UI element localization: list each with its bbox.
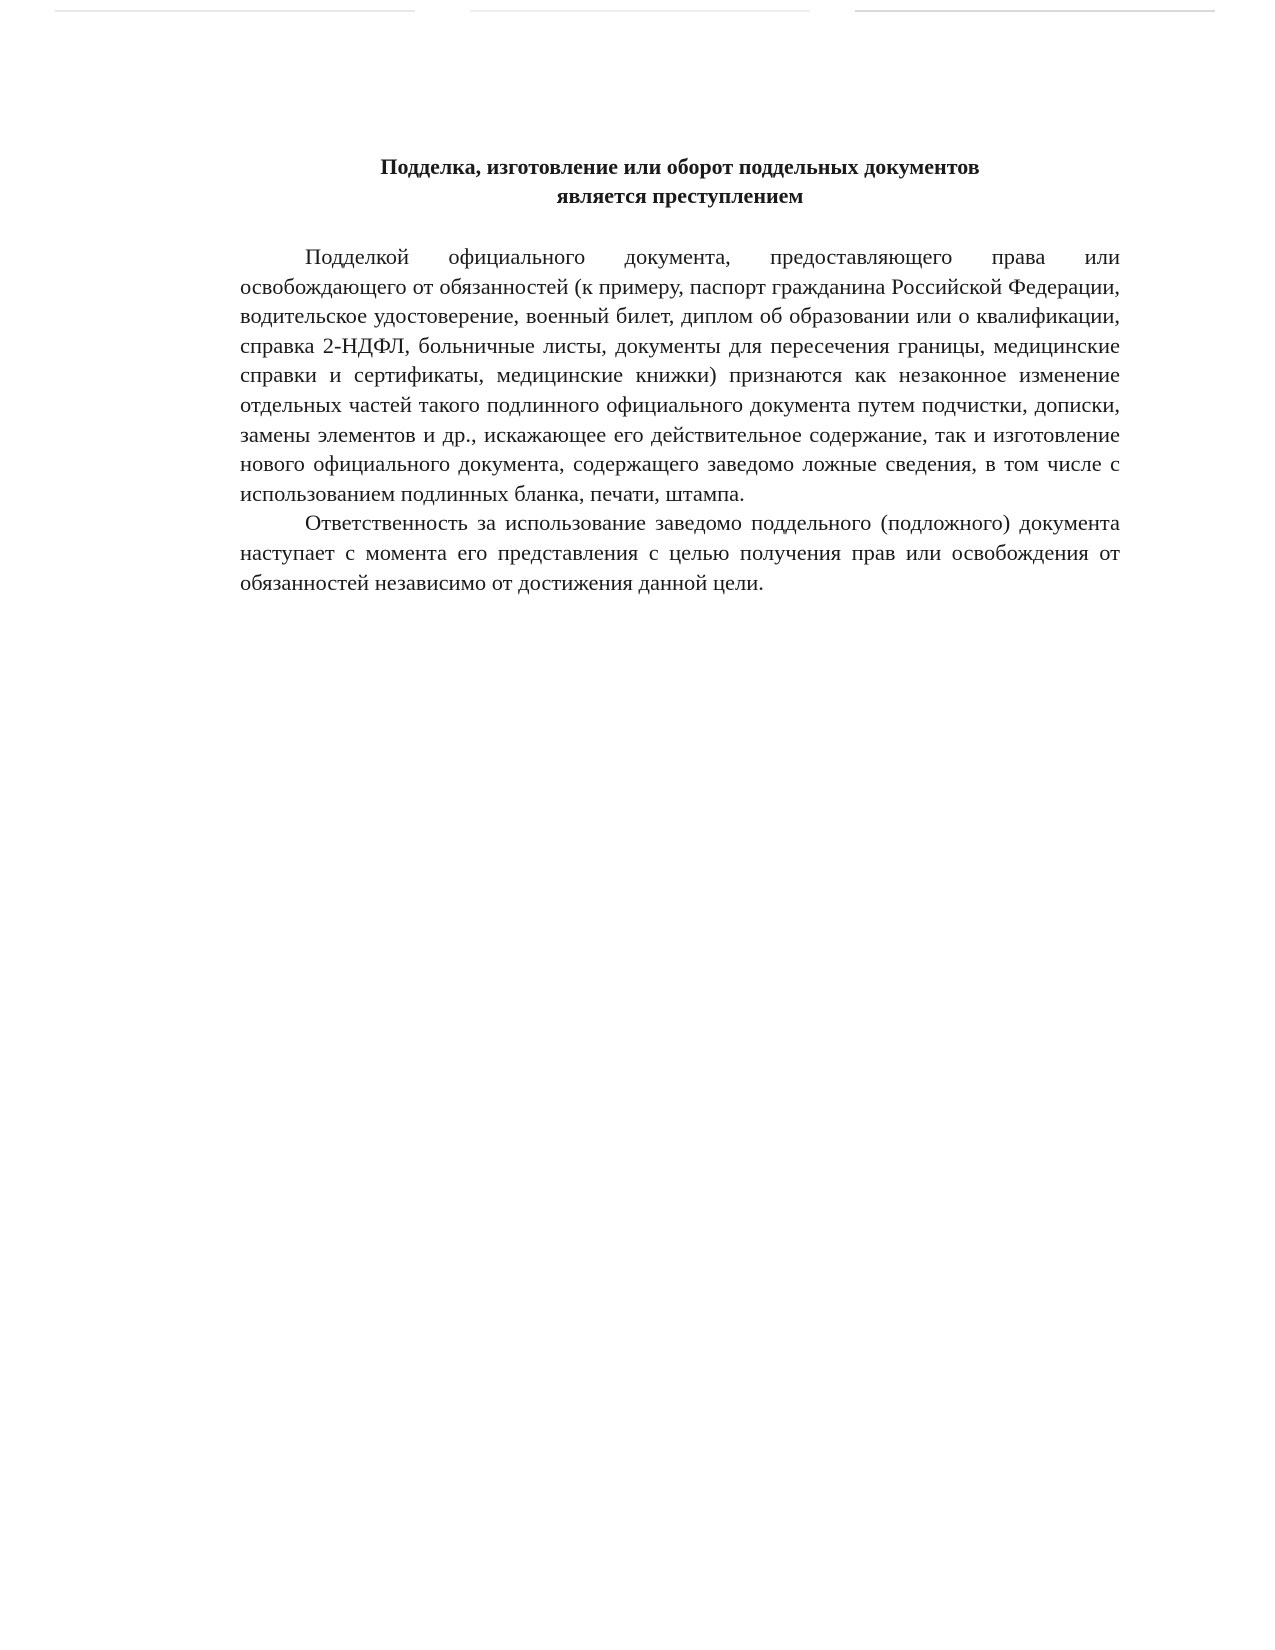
scan-edge-artifact: [470, 10, 810, 12]
scan-edge-artifact: [855, 10, 1215, 12]
body-paragraph-2: Ответственность за использование заведомо поддельного (подложного) документа наступает с момента его представления с целью получения прав или освобождения от обязанностей независимо от достижения данной цели.: [240, 510, 1120, 595]
document-body: [240, 242, 1120, 597]
document-title-line-2: является преступлением: [556, 183, 804, 208]
document-title: [240, 152, 1120, 210]
body-paragraph-1: Подделкой официального документа, предоставляющего права или освобождающего от обязанностей (к примеру, паспорт гражданина Российской Федерации, водительское удостоверение, военный билет, диплом об образовании или о квалификации, справка 2-НДФЛ, больничные листы, документы для пересечения границы, медицинские справки и сертификаты, медицинские книжки) признаются как незаконное изменение отдельных частей такого подлинного официального документа путем подчистки, дописки, замены элементов и др., искажающее его действительное содержание, так и изготовление нового официального документа, содержащего заведомо ложные сведения, в том числе с использованием подлинных бланка, печати, штампа.: [240, 244, 1120, 506]
document-title-line-1: Подделка, изготовление или оборот поддельных документов: [380, 154, 980, 179]
scan-edge-artifact: [55, 10, 415, 12]
